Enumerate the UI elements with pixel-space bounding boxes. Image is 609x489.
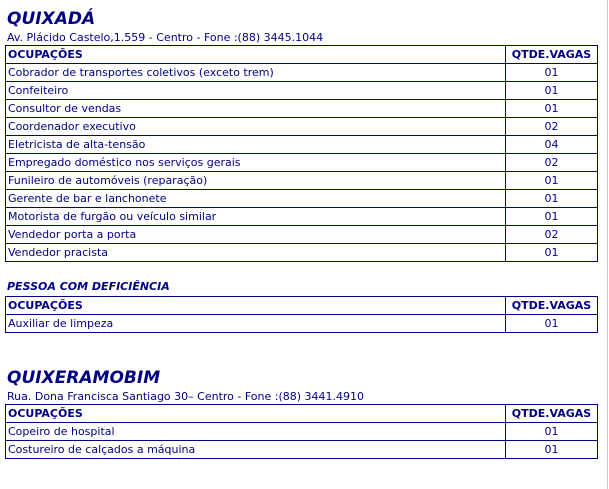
- qty-cell: 02: [506, 118, 598, 136]
- table-row: [6, 190, 598, 208]
- table-row: [6, 82, 598, 100]
- occupation-cell: Vendedor pracista: [6, 244, 506, 262]
- table-row: [6, 118, 598, 136]
- vacancies-table-pcd: [5, 296, 598, 333]
- occupation-cell: Auxiliar de limpeza: [6, 315, 506, 333]
- table-row: [6, 208, 598, 226]
- qty-cell: 02: [506, 154, 598, 172]
- table-row: [6, 315, 598, 333]
- qty-cell: 02: [506, 226, 598, 244]
- qty-cell: 01: [506, 441, 598, 459]
- qty-cell: 01: [506, 172, 598, 190]
- address-quixeramobim: Rua. Dona Francisca Santiago 30– Centro - Fone :(88) 3441.4910: [7, 390, 365, 403]
- occupation-cell: Motorista de furgão ou veículo similar: [6, 208, 506, 226]
- page-edge-divider: [607, 0, 608, 489]
- col-header-occupation: OCUPAÇÕES: [6, 405, 506, 423]
- vacancies-table-quixada: [5, 45, 598, 262]
- col-header-qty: QTDE.VAGAS: [506, 46, 598, 64]
- occupation-cell: Confeiteiro: [6, 82, 506, 100]
- table-header-row: [6, 46, 598, 64]
- table-header-row: [6, 297, 598, 315]
- qty-cell: 01: [506, 100, 598, 118]
- vacancies-table-quixeramobim: [5, 404, 598, 459]
- pcd-section-title: PESSOA COM DEFICIÊNCIA: [7, 280, 170, 293]
- table-row: [6, 226, 598, 244]
- qty-cell: 01: [506, 315, 598, 333]
- city-title-quixeramobim: QUIXERAMOBIM: [7, 368, 161, 388]
- qty-cell: 01: [506, 64, 598, 82]
- occupation-cell: Cobrador de transportes coletivos (exceto trem): [6, 64, 506, 82]
- qty-cell: 01: [506, 244, 598, 262]
- qty-cell: 01: [506, 190, 598, 208]
- occupation-cell: Consultor de vendas: [6, 100, 506, 118]
- qty-cell: 04: [506, 136, 598, 154]
- address-quixada: Av. Plácido Castelo,1.559 - Centro - Fone :(88) 3445.1044: [7, 31, 324, 44]
- occupation-cell: Eletricista de alta-tensão: [6, 136, 506, 154]
- table-row: [6, 154, 598, 172]
- table-header-row: [6, 405, 598, 423]
- col-header-qty: QTDE.VAGAS: [506, 297, 598, 315]
- table-row: [6, 441, 598, 459]
- occupation-cell: Gerente de bar e lanchonete: [6, 190, 506, 208]
- occupation-cell: Vendedor porta a porta: [6, 226, 506, 244]
- col-header-qty: QTDE.VAGAS: [506, 405, 598, 423]
- table-row: [6, 100, 598, 118]
- table-row: [6, 136, 598, 154]
- occupation-cell: Costureiro de calçados a máquina: [6, 441, 506, 459]
- occupation-cell: Coordenador executivo: [6, 118, 506, 136]
- qty-cell: 01: [506, 208, 598, 226]
- table-row: [6, 423, 598, 441]
- col-header-occupation: OCUPAÇÕES: [6, 297, 506, 315]
- occupation-cell: Funileiro de automóveis (reparação): [6, 172, 506, 190]
- qty-cell: 01: [506, 82, 598, 100]
- city-title-quixada: QUIXADÁ: [7, 9, 96, 29]
- table-row: [6, 172, 598, 190]
- occupation-cell: Copeiro de hospital: [6, 423, 506, 441]
- col-header-occupation: OCUPAÇÕES: [6, 46, 506, 64]
- table-row: [6, 64, 598, 82]
- qty-cell: 01: [506, 423, 598, 441]
- table-row: [6, 244, 598, 262]
- occupation-cell: Empregado doméstico nos serviços gerais: [6, 154, 506, 172]
